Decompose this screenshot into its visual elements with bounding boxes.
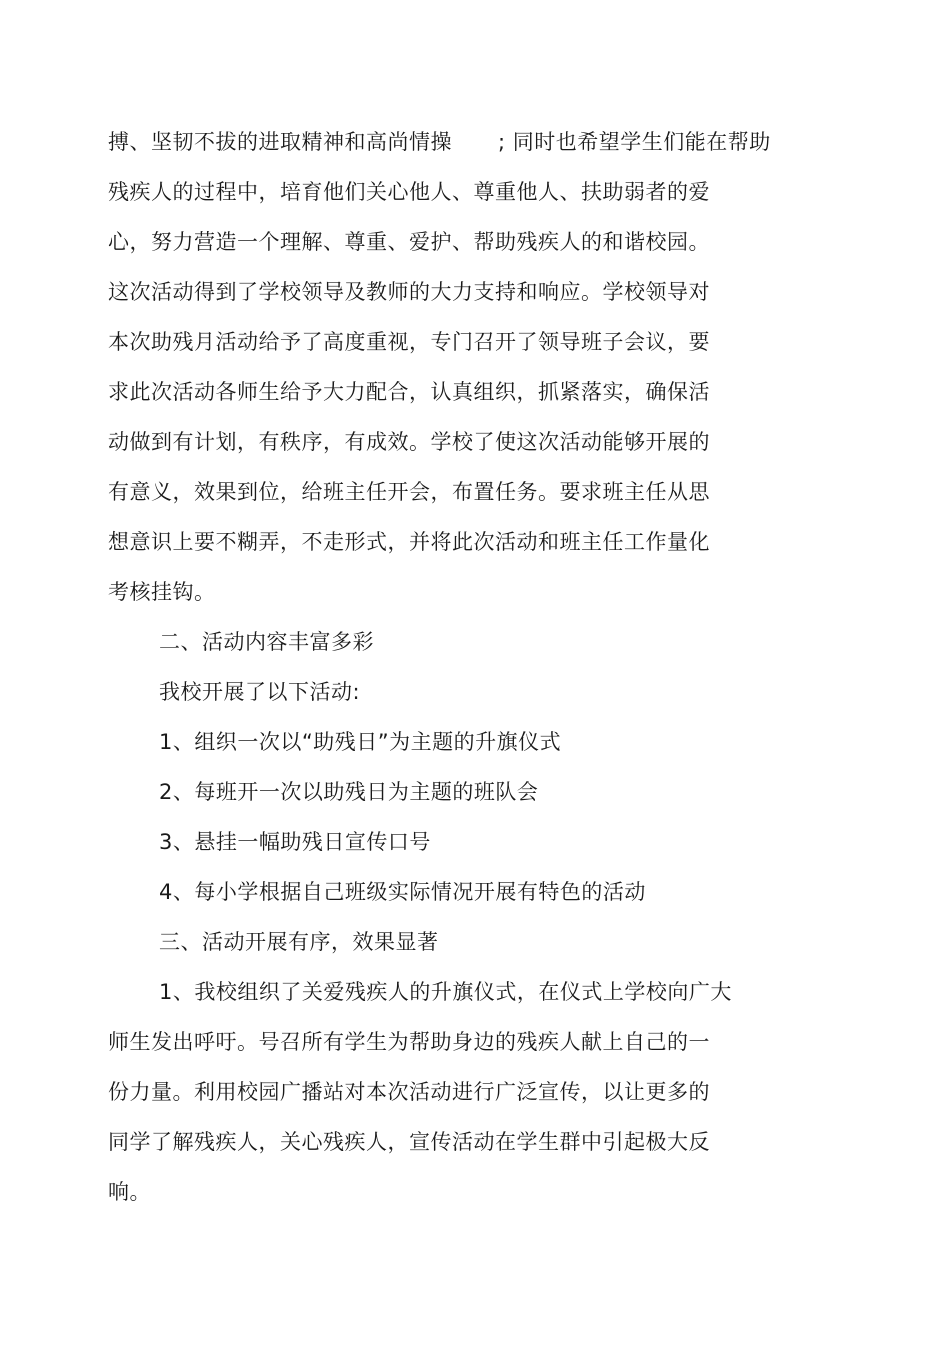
- paragraph-line: 这次活动得到了学校领导及教师的大力支持和响应。学校领导对: [108, 280, 710, 304]
- section-heading: 三、活动开展有序，效果显著: [159, 930, 439, 954]
- paragraph-line: 响。: [108, 1180, 151, 1204]
- paragraph-line: 师生发出呼吁。号召所有学生为帮助身边的残疾人献上自己的一: [108, 1030, 710, 1054]
- line-segment: ; 同时也希望学生们能在帮助: [498, 130, 771, 154]
- paragraph-line: 本次助残月活动给予了高度重视，专门召开了领导班子会议，要: [108, 330, 710, 354]
- paragraph-line: 1、我校组织了关爱残疾人的升旗仪式，在仪式上学校向广大: [159, 980, 732, 1004]
- paragraph-line: 想意识上要不糊弄，不走形式，并将此次活动和班主任工作量化: [108, 530, 710, 554]
- list-item: 4、每小学根据自己班级实际情况开展有特色的活动: [159, 880, 646, 904]
- paragraph-line: 份力量。利用校园广播站对本次活动进行广泛宣传，以让更多的: [108, 1080, 710, 1104]
- section-heading: 二、活动内容丰富多彩: [159, 630, 374, 654]
- paragraph-line: 求此次活动各师生给予大力配合，认真组织，抓紧落实，确保活: [108, 380, 710, 404]
- paragraph-line: 同学了解残疾人，关心残疾人，宣传活动在学生群中引起极大反: [108, 1130, 710, 1154]
- paragraph-line: 我校开展了以下活动:: [159, 680, 361, 704]
- list-item: 3、悬挂一幅助残日宣传口号: [159, 830, 431, 854]
- list-item: 2、每班开一次以助残日为主题的班队会: [159, 780, 539, 804]
- paragraph-line: [108, 129, 771, 155]
- paragraph-line: 动做到有计划，有秩序，有成效。学校了使这次活动能够开展的: [108, 430, 710, 454]
- paragraph-line: 心，努力营造一个理解、尊重、爱护、帮助残疾人的和谐校园。: [108, 230, 710, 254]
- paragraph-line: 考核挂钩。: [108, 580, 216, 604]
- line-segment: 搏、坚韧不拔的进取精神和高尚情操: [108, 130, 452, 154]
- paragraph-line: 残疾人的过程中，培育他们关心他人、尊重他人、扶助弱者的爱: [108, 180, 710, 204]
- list-item: 1、组织一次以“助残日”为主题的升旗仪式: [159, 730, 562, 754]
- paragraph-line: 有意义，效果到位，给班主任开会，布置任务。要求班主任从思: [108, 480, 710, 504]
